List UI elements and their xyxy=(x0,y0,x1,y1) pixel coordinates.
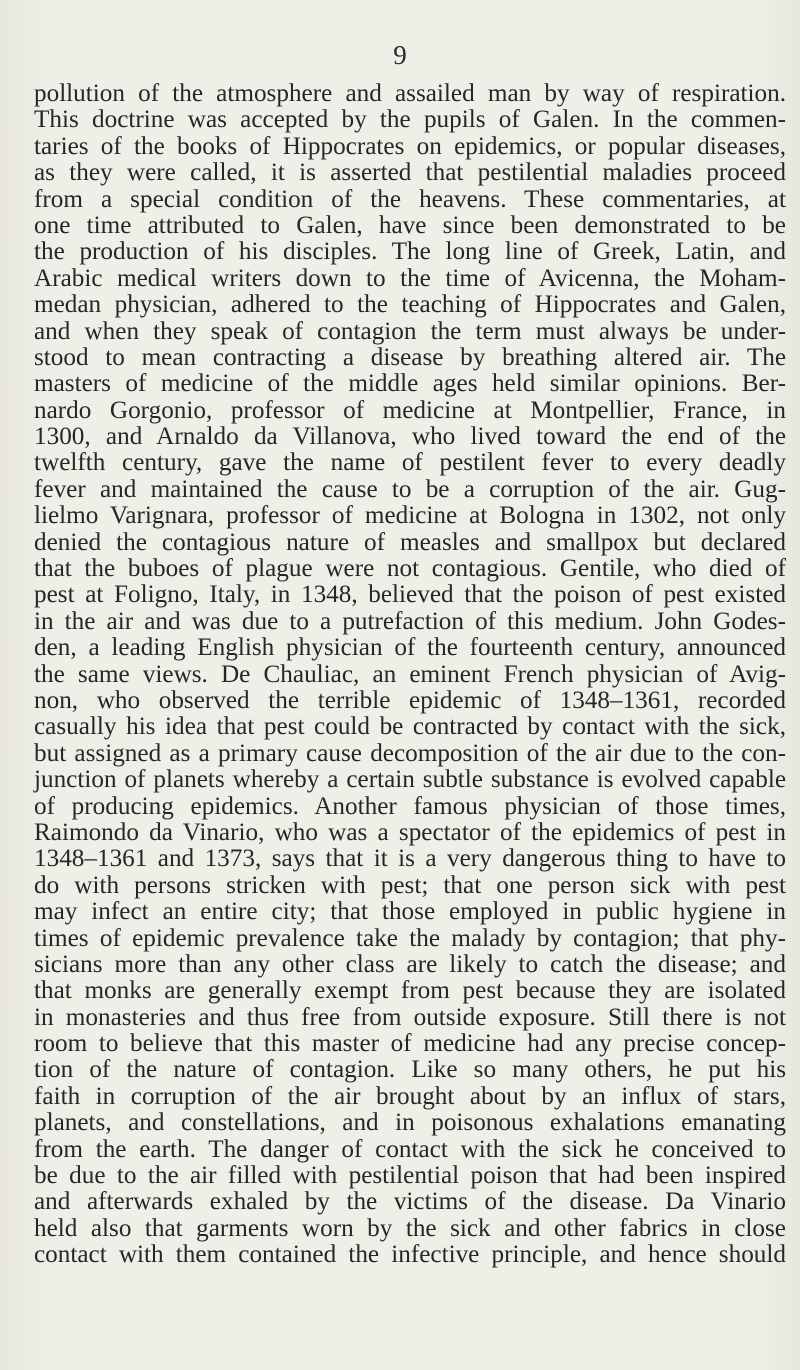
text-line: Raimondo da Vinario, who was a spectator of the epidemics of pest in xyxy=(34,818,786,846)
text-line: do with persons stricken with pest; that one person sick with pest xyxy=(34,871,786,899)
text-line: fever and maintained the cause to be a corruption of the air. Gug- xyxy=(34,475,786,503)
text-line: 1300, and Arnaldo da Villanova, who lived toward the end of the xyxy=(34,423,786,451)
text-line: taries of the books of Hippocrates on epidemics, or popular diseases, xyxy=(34,132,786,160)
text-line: lielmo Varignara, professor of medicine at Bologna in 1302, not only xyxy=(34,502,786,530)
text-line: and when they speak of contagion the term must always be under- xyxy=(34,317,786,345)
text-line: casually his idea that pest could be contracted by contact with the sick, xyxy=(34,713,786,741)
text-line: twelfth century, gave the name of pestilent fever to every deadly xyxy=(34,449,786,477)
text-line: tion of the nature of contagion. Like so many others, he put his xyxy=(34,1056,786,1084)
text-line: pest at Foligno, Italy, in 1348, believed that the poison of pest existed xyxy=(34,581,786,609)
text-line: faith in corruption of the air brought about by an influx of stars, xyxy=(34,1082,786,1110)
text-line: that the buboes of plague were not contagious. Gentile, who died of xyxy=(34,555,786,583)
text-line: This doctrine was accepted by the pupils of Galen. In the commen- xyxy=(34,106,786,134)
text-line: sicians more than any other class are likely to catch the disease; and xyxy=(34,950,786,978)
text-line: planets, and constellations, and in poisonous exhalations emanating xyxy=(34,1109,786,1137)
text-line: nardo Gorgonio, professor of medicine at Montpellier, France, in xyxy=(34,396,786,424)
text-line: denied the contagious nature of measles and smallpox but declared xyxy=(34,528,786,556)
page-number: 9 xyxy=(393,40,407,70)
text-line: non, who observed the terrible epidemic of 1348–1361, recorded xyxy=(34,686,786,714)
text-line: the same views. De Chauliac, an eminent French physician of Avig- xyxy=(34,660,786,688)
text-line: the production of his disciples. The long line of Greek, Latin, and xyxy=(34,238,786,266)
text-line: contact with them contained the infective principle, and hence should xyxy=(34,1241,786,1269)
text-line: medan physician, adhered to the teaching of Hippocrates and Galen, xyxy=(34,291,786,319)
text-line: junction of planets whereby a certain subtle substance is evolved capable xyxy=(34,766,786,794)
text-line: stood to mean contracting a disease by breathing altered air. The xyxy=(34,343,786,371)
text-line: masters of medicine of the middle ages held similar opinions. Ber- xyxy=(34,370,786,398)
text-line: Arabic medical writers down to the time of Avicenna, the Moham- xyxy=(34,264,786,292)
text-line: but assigned as a primary cause decomposition of the air due to the con- xyxy=(34,739,786,767)
text-line: held also that garments worn by the sick and other fabrics in close xyxy=(34,1214,786,1242)
body-text xyxy=(34,81,786,1269)
text-line: from a special condition of the heavens. These commentaries, at xyxy=(34,185,786,213)
text-line: from the earth. The danger of contact with the sick he conceived to xyxy=(34,1135,786,1163)
text-line: in monasteries and thus free from outside exposure. Still there is not xyxy=(34,1003,786,1031)
text-line: pollution of the atmosphere and assailed man by way of respiration. xyxy=(34,80,786,107)
text-line: be due to the air filled with pestilential poison that had been inspired xyxy=(34,1162,786,1190)
text-line: of producing epidemics. Another famous physician of those times, xyxy=(34,792,786,820)
text-line: one time attributed to Galen, have since been demonstrated to be xyxy=(34,211,786,239)
text-line: and afterwards exhaled by the victims of the disease. Da Vinario xyxy=(34,1188,786,1216)
text-line: may infect an entire city; that those employed in public hygiene in xyxy=(34,898,786,926)
text-line: den, a leading English physician of the fourteenth century, announced xyxy=(34,634,786,662)
text-line: times of epidemic prevalence take the malady by contagion; that phy- xyxy=(34,924,786,952)
text-line: room to believe that this master of medicine had any precise concep- xyxy=(34,1030,786,1058)
text-line: in the air and was due to a putrefaction of this medium. John Godes- xyxy=(34,607,786,635)
text-line: 1348–1361 and 1373, says that it is a very dangerous thing to have to xyxy=(34,845,786,873)
text-line: that monks are generally exempt from pest because they are isolated xyxy=(34,977,786,1005)
text-line: as they were called, it is asserted that pestilential maladies proceed xyxy=(34,159,786,187)
